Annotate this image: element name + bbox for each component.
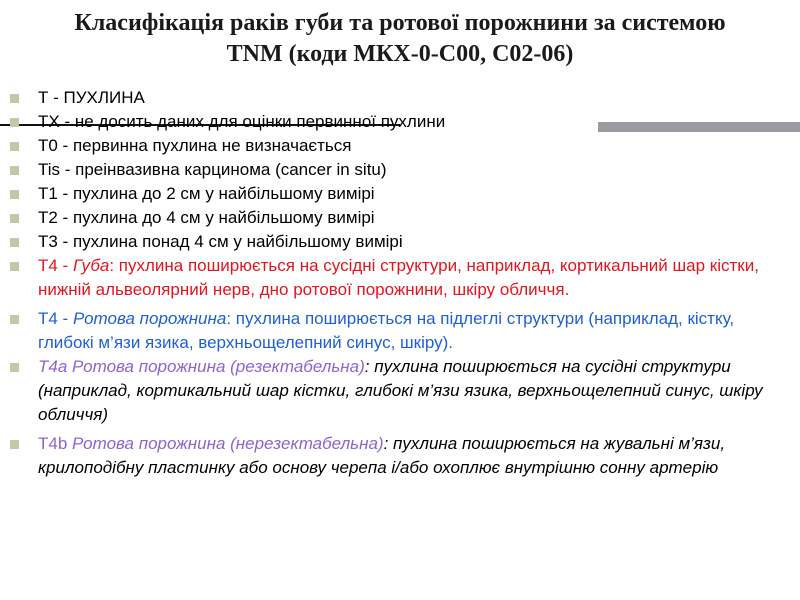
list-item-t4a [10,355,790,427]
bullet-list [10,86,790,480]
item-text: : пухлина поширюється на жувальні м’язи, крилоподібну пластинку або основу черепа і/або охоплює внутрішню сонну артерію [38,434,726,477]
square-bullet-icon [10,315,19,324]
item-code: T4 - [38,256,73,275]
square-bullet-icon [10,262,19,271]
list-item [10,230,790,254]
list-item [10,110,790,134]
item-text: : пухлина поширюється на підлеглі структури (наприклад, кістку, глибокі м’язи язика, верхньощелепний синус, шкіру). [38,309,735,352]
item-text: Т1 - пухлина до 2 см у найбільшому вимірі [38,184,375,203]
list-item [10,86,790,110]
square-bullet-icon [10,94,19,103]
list-item-t4-oral [10,307,790,355]
item-text: Т3 - пухлина понад 4 см у найбільшому вимірі [38,232,403,251]
square-bullet-icon [10,166,19,175]
square-bullet-icon [10,238,19,247]
title-line-2: TNM (коди МКХ-0-С00, С02-06) [226,41,574,67]
item-text: : пухлина поширюється на сусідні структури, наприклад, кортикальний шар кістки, нижній альвеолярний нерв, дно ротової порожнини, шкіру обличчя. [38,256,759,299]
item-code: T4 - [38,309,73,328]
title-line-1: Класифікація раків губи та ротової порожнини за системою [74,10,726,36]
square-bullet-icon [10,118,19,127]
item-site: Ротова порожнина (резектабельна) [72,357,365,376]
list-item [10,134,790,158]
square-bullet-icon [10,363,19,372]
item-text: Т - ПУХЛИНА [38,88,145,107]
item-site: Губа [72,256,110,275]
square-bullet-icon [10,190,19,199]
slide-title [0,8,800,70]
list-item-t4b [10,432,790,480]
item-code: T4a [38,357,73,376]
item-text: Т0 - первинна пухлина не визначається [38,136,352,155]
square-bullet-icon [10,440,19,449]
list-item [10,182,790,206]
square-bullet-icon [10,142,19,151]
item-text: : пухлина поширюється на сусідні структури (наприклад, кортикальний шар кістки, глибокі м’язи язика, верхньощелепний синус, шкіру обличчя) [38,357,763,424]
square-bullet-icon [10,214,19,223]
item-code: T4b [38,434,73,453]
item-site: Ротова порожнина [72,309,227,328]
item-site: Ротова порожнина (нерезектабельна) [72,434,384,453]
item-text: Т2 - пухлина до 4 см у найбільшому вимірі [38,208,375,227]
list-item-t4-lip [10,254,790,302]
list-item [10,206,790,230]
item-text: ТХ - не досить даних для оцінки первинної пухлини [38,112,446,131]
list-item [10,158,790,182]
item-text: Tis - преінвазивна карцинома (cancer in situ) [38,160,387,179]
